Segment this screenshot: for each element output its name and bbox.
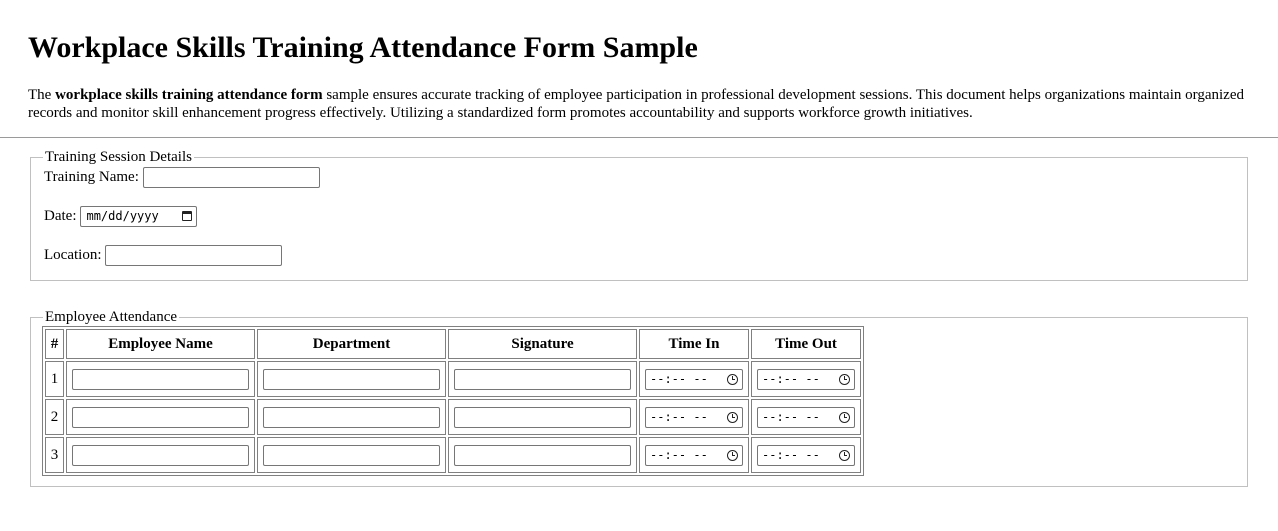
employee-attendance-legend: Employee Attendance	[45, 309, 178, 325]
signature-cell	[448, 361, 637, 397]
header-department: Department	[257, 329, 446, 359]
header-signature: Signature	[448, 329, 637, 359]
attendance-table	[42, 326, 864, 476]
time-in-cell	[639, 437, 749, 473]
employee-name-input[interactable]	[72, 445, 249, 466]
clock-icon[interactable]	[839, 450, 850, 461]
row-number: 1	[45, 361, 64, 397]
row-number: 2	[45, 399, 64, 435]
training-name-row	[44, 166, 1234, 188]
table-row	[45, 437, 861, 473]
signature-input[interactable]	[454, 369, 631, 390]
clock-icon[interactable]	[727, 450, 738, 461]
header-number: #	[45, 329, 64, 359]
department-cell	[257, 361, 446, 397]
time-in-input[interactable]	[645, 369, 743, 390]
divider	[0, 137, 1278, 138]
intro-text-before: The	[28, 87, 56, 103]
header-time-out: Time Out	[751, 329, 861, 359]
time-out-placeholder: --:-- --	[762, 410, 820, 424]
training-name-label: Training Name:	[44, 168, 139, 185]
clock-icon[interactable]	[727, 374, 738, 385]
time-in-cell	[639, 361, 749, 397]
training-session-fieldset	[30, 148, 1248, 281]
department-cell	[257, 399, 446, 435]
employee-name-input[interactable]	[72, 369, 249, 390]
time-out-input[interactable]	[757, 445, 855, 466]
date-label: Date:	[44, 207, 77, 224]
employee-name-cell	[66, 361, 255, 397]
department-input[interactable]	[263, 407, 440, 428]
table-row	[45, 361, 861, 397]
time-out-cell	[751, 437, 861, 473]
intro-paragraph	[28, 86, 1250, 122]
page-title: Workplace Skills Training Attendance Form Sample	[28, 31, 698, 64]
training-session-legend: Training Session Details	[45, 149, 192, 165]
signature-input[interactable]	[454, 407, 631, 428]
header-time-in: Time In	[639, 329, 749, 359]
date-placeholder: mm/dd/yyyy	[86, 209, 159, 223]
time-in-placeholder: --:-- --	[650, 372, 708, 386]
time-in-input[interactable]	[645, 445, 743, 466]
time-out-input[interactable]	[757, 407, 855, 428]
intro-text-after: sample ensures accurate tracking of employee participation in professional development sessions. This document helps organizations maintain organized records and monitor skill enhancement progress effectively. Utilizing a standardized form promotes accountability and supports workforce growth initiatives.	[28, 87, 1244, 121]
time-out-placeholder: --:-- --	[762, 372, 820, 386]
signature-input[interactable]	[454, 445, 631, 466]
location-label: Location:	[44, 246, 102, 263]
clock-icon[interactable]	[839, 374, 850, 385]
time-in-placeholder: --:-- --	[650, 448, 708, 462]
intro-text-bold: workplace skills training attendance form	[55, 87, 323, 103]
location-input[interactable]	[105, 245, 282, 266]
signature-cell	[448, 437, 637, 473]
training-name-input[interactable]	[143, 167, 320, 188]
employee-name-cell	[66, 437, 255, 473]
row-number: 3	[45, 437, 64, 473]
date-row	[44, 205, 1234, 227]
time-out-cell	[751, 399, 861, 435]
employee-name-input[interactable]	[72, 407, 249, 428]
department-cell	[257, 437, 446, 473]
calendar-icon[interactable]	[182, 211, 192, 221]
page	[0, 30, 1278, 487]
date-input[interactable]	[80, 206, 197, 227]
table-row	[45, 399, 861, 435]
time-out-cell	[751, 361, 861, 397]
employee-attendance-fieldset	[30, 308, 1248, 487]
location-row	[44, 244, 1234, 266]
time-out-placeholder: --:-- --	[762, 448, 820, 462]
time-out-input[interactable]	[757, 369, 855, 390]
department-input[interactable]	[263, 445, 440, 466]
time-in-cell	[639, 399, 749, 435]
time-in-input[interactable]	[645, 407, 743, 428]
header-employee-name: Employee Name	[66, 329, 255, 359]
table-header-row	[45, 329, 861, 359]
department-input[interactable]	[263, 369, 440, 390]
time-in-placeholder: --:-- --	[650, 410, 708, 424]
signature-cell	[448, 399, 637, 435]
clock-icon[interactable]	[727, 412, 738, 423]
employee-name-cell	[66, 399, 255, 435]
clock-icon[interactable]	[839, 412, 850, 423]
